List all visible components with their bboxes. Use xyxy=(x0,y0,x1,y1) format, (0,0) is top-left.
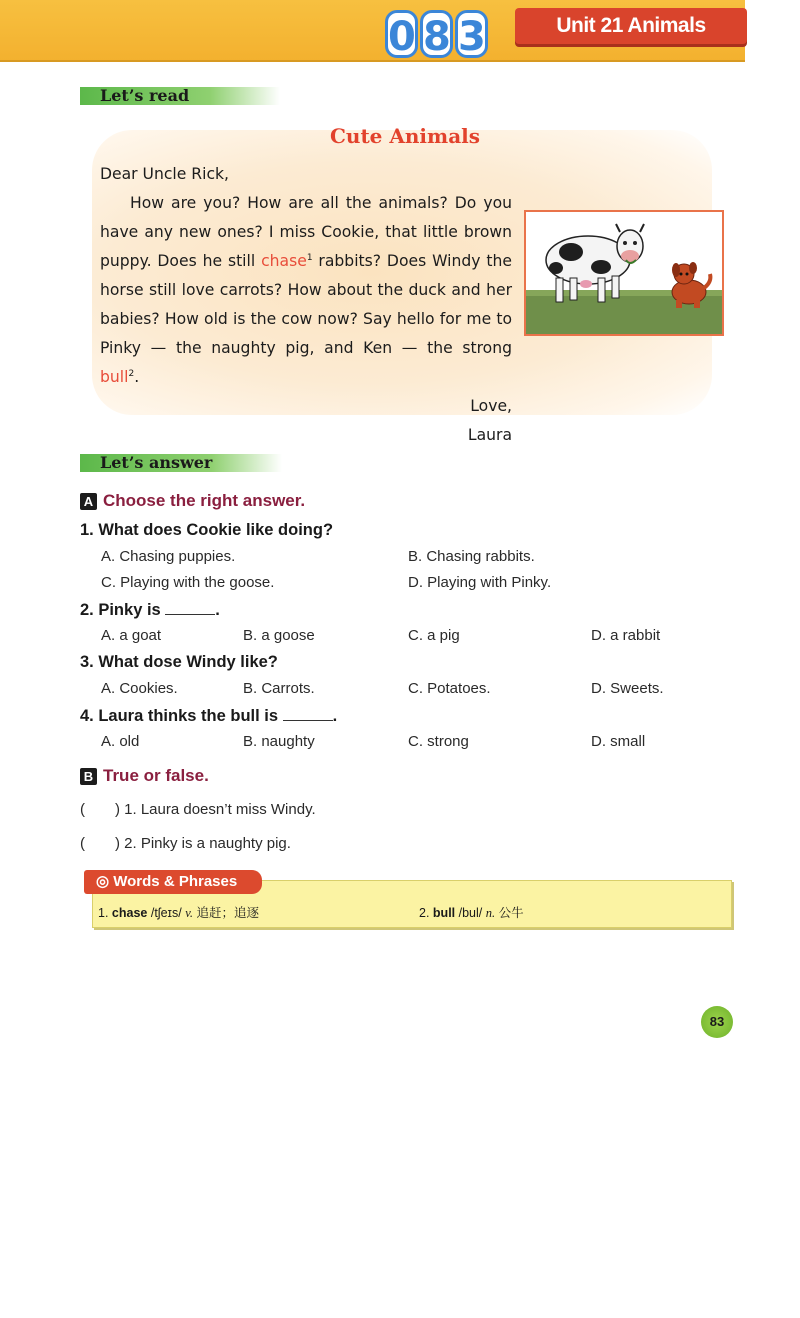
question-3-option-d[interactable]: D. Sweets. xyxy=(591,680,664,697)
letter-signature: Laura xyxy=(467,426,512,444)
question-1-option-d[interactable]: D. Playing with Pinky. xyxy=(408,574,552,591)
question-1-option-a[interactable]: A. Chasing puppies. xyxy=(101,548,236,565)
question-2-option-c[interactable]: C. a pig xyxy=(408,627,460,644)
question-3-option-b[interactable]: B. Carrots. xyxy=(243,680,315,697)
page-code-digit: 8 xyxy=(420,10,453,58)
section-a-letter: A xyxy=(80,493,97,510)
letter-greeting: Dear Uncle Rick, xyxy=(100,165,230,183)
question-1-option-b[interactable]: B. Chasing rabbits. xyxy=(408,548,535,565)
question-4: 4. Laura thinks the bull is . xyxy=(80,707,338,725)
highlight-word-chase: chase xyxy=(261,252,307,270)
section-a-title: Choose the right answer. xyxy=(103,491,306,510)
page-code-digit: 3 xyxy=(455,10,488,58)
section-b-title: True or false. xyxy=(103,766,209,785)
question-2-option-d[interactable]: D. a rabbit xyxy=(591,627,661,644)
section-b-letter: B xyxy=(80,768,97,785)
lets-read-banner: Let’s read xyxy=(80,87,280,105)
page-code xyxy=(385,10,488,60)
question-2: 2. Pinky is . xyxy=(80,601,220,619)
true-false-item-2[interactable]: ( ) 2. Pinky is a naughty pig. xyxy=(80,835,291,852)
letter-body: How are you? How are all the animals? Do you have any new ones? I miss Cookie, that little brown puppy. Does he still chase$^1$ rabbits? Does Windy the horse still love carrots? How about the duck and her babies? How old is the cow now? Say hello for me to Pinky — the naughty pig, and Ken — the strong bull$^2$. xyxy=(100,194,512,386)
question-2-option-a[interactable]: A. a goat xyxy=(101,627,162,644)
true-false-item-1[interactable]: ( ) 1. Laura doesn’t miss Windy. xyxy=(80,801,316,818)
letter-text xyxy=(100,160,512,450)
words-phrases-tab: ◎ Words & Phrases xyxy=(84,870,262,894)
answer-blank[interactable] xyxy=(165,600,215,615)
cow-and-puppy-illustration xyxy=(524,210,724,336)
question-4-option-a[interactable]: A. old xyxy=(101,733,140,750)
lets-answer-banner: Let’s answer xyxy=(80,454,282,472)
question-2-option-b[interactable]: B. a goose xyxy=(243,627,315,644)
question-3-option-a[interactable]: A. Cookies. xyxy=(101,680,178,697)
section-a-heading xyxy=(80,491,305,511)
vocab-item-bull: 2. bull /bul/ n. 公牛 xyxy=(419,906,524,920)
question-1-option-c[interactable]: C. Playing with the goose. xyxy=(101,574,275,591)
vocab-item-chase: 1. chase /tʃeɪs/ v. 追赶；追逐 xyxy=(98,906,259,920)
letter-closing: Love, xyxy=(470,397,512,415)
question-3: 3. What dose Windy like? xyxy=(80,653,278,671)
page-code-digit: 0 xyxy=(385,10,418,58)
question-1: 1. What does Cookie like doing? xyxy=(80,521,334,539)
question-4-option-c[interactable]: C. strong xyxy=(408,733,469,750)
page-number: 83 xyxy=(701,1006,733,1038)
answer-blank[interactable] xyxy=(283,706,333,721)
question-4-option-d[interactable]: D. small xyxy=(591,733,646,750)
unit-title: Unit 21 Animals xyxy=(515,8,747,44)
question-4-option-b[interactable]: B. naughty xyxy=(243,733,315,750)
reading-title: Cute Animals xyxy=(329,124,481,148)
question-3-option-c[interactable]: C. Potatoes. xyxy=(408,680,491,697)
section-b-heading xyxy=(80,766,209,786)
cow-and-puppy-image xyxy=(526,212,722,334)
highlight-word-bull: bull xyxy=(100,368,129,386)
